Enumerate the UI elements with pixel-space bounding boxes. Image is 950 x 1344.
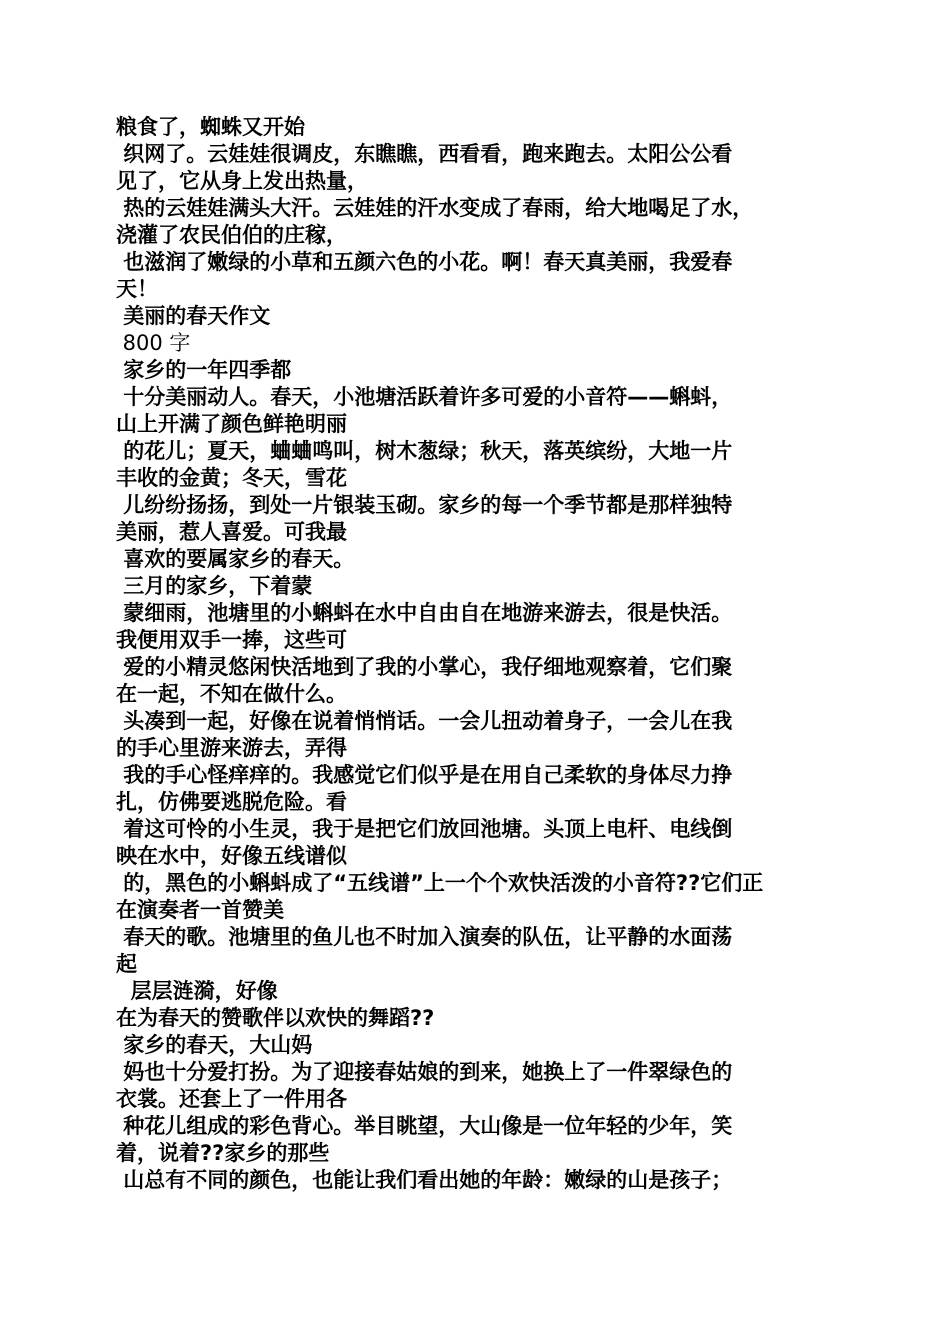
text-line: 热的云娃娃满头大汗。云娃娃的汗水变成了春雨，给大地喝足了水， — [116, 196, 754, 220]
text-line: 美丽，惹人喜爱。可我最 — [116, 520, 347, 544]
text-line: 头凑到一起，好像在说着悄悄话。一会儿扭动着身子，一会儿在我 — [116, 709, 733, 733]
text-line: 层层涟漪，好像 — [116, 979, 278, 1003]
text-line: 粮食了，蜘蛛又开始 — [116, 115, 305, 139]
text-line: 山总有不同的颜色，也能让我们看出她的年龄：嫩绿的山是孩子； — [116, 1168, 733, 1192]
text-line: 春天的歌。池塘里的鱼儿也不时加入演奏的队伍，让平静的水面荡 — [116, 925, 733, 949]
text-line: 家乡的春天，大山妈 — [116, 1033, 313, 1057]
text-line: 在演奏者一首赞美 — [116, 898, 284, 922]
text-line: 三月的家乡，下着蒙 — [116, 574, 313, 598]
word-count: 800 字 — [116, 331, 191, 355]
text-line: 着这可怜的小生灵，我于是把它们放回池塘。头顶上电杆、电线倒 — [116, 817, 733, 841]
text-line: 我便用双手一捧，这些可 — [116, 628, 347, 652]
text-line: 在一起，不知在做什么。 — [116, 682, 347, 706]
text-line: 的手心里游来游去，弄得 — [116, 736, 347, 760]
text-line: 喜欢的要属家乡的春天。 — [116, 547, 355, 571]
section-title: 美丽的春天作文 — [116, 304, 271, 328]
text-line: 十分美丽动人。春天，小池塘活跃着许多可爱的小音符——蝌蚪， — [116, 385, 733, 409]
text-line: 衣裳。还套上了一件用各 — [116, 1087, 347, 1111]
text-line: 儿纷纷扬扬，到处一片银装玉砌。家乡的每一个季节都是那样独特 — [116, 493, 733, 517]
text-line: 织网了。云娃娃很调皮，东瞧瞧，西看看，跑来跑去。太阳公公看 — [116, 142, 733, 166]
text-line: 起 — [116, 952, 137, 976]
text-line: 的花儿；夏天，蛐蛐鸣叫，树木葱绿；秋天，落英缤纷，大地一片 — [116, 439, 733, 463]
text-line: 天！ — [116, 277, 158, 301]
text-line: 我的手心怪痒痒的。我感觉它们似乎是在用自己柔软的身体尽力挣 — [116, 763, 733, 787]
text-line: 种花儿组成的彩色背心。举目眺望，大山像是一位年轻的少年，笑 — [116, 1114, 733, 1138]
document-body — [116, 114, 846, 1194]
text-line: 浇灌了农民伯伯的庄稼， — [116, 223, 347, 247]
text-line: 扎，仿佛要逃脱危险。看 — [116, 790, 347, 814]
text-line: 山上开满了颜色鲜艳明丽 — [116, 412, 347, 436]
text-line: 见了，它从身上发出热量， — [116, 169, 368, 193]
text-line: 映在水中，好像五线谱似 — [116, 844, 347, 868]
text-line: 妈也十分爱打扮。为了迎接春姑娘的到来，她换上了一件翠绿色的 — [116, 1060, 733, 1084]
text-line: 蒙细雨，池塘里的小蝌蚪在水中自由自在地游来游去，很是快活。 — [116, 601, 733, 625]
text-line: 着，说着??家乡的那些 — [116, 1141, 330, 1165]
text-line: 在为春天的赞歌伴以欢快的舞蹈?? — [116, 1006, 435, 1030]
text-line: 丰收的金黄；冬天，雪花 — [116, 466, 347, 490]
text-line: 也滋润了嫩绿的小草和五颜六色的小花。啊！春天真美丽，我爱春 — [116, 250, 733, 274]
text-line: 爱的小精灵悠闲快活地到了我的小掌心，我仔细地观察着，它们聚 — [116, 655, 733, 679]
text-line: 的，黑色的小蝌蚪成了“五线谱”上一个个欢快活泼的小音符??它们正 — [116, 871, 764, 895]
text-line: 家乡的一年四季都 — [116, 358, 292, 382]
